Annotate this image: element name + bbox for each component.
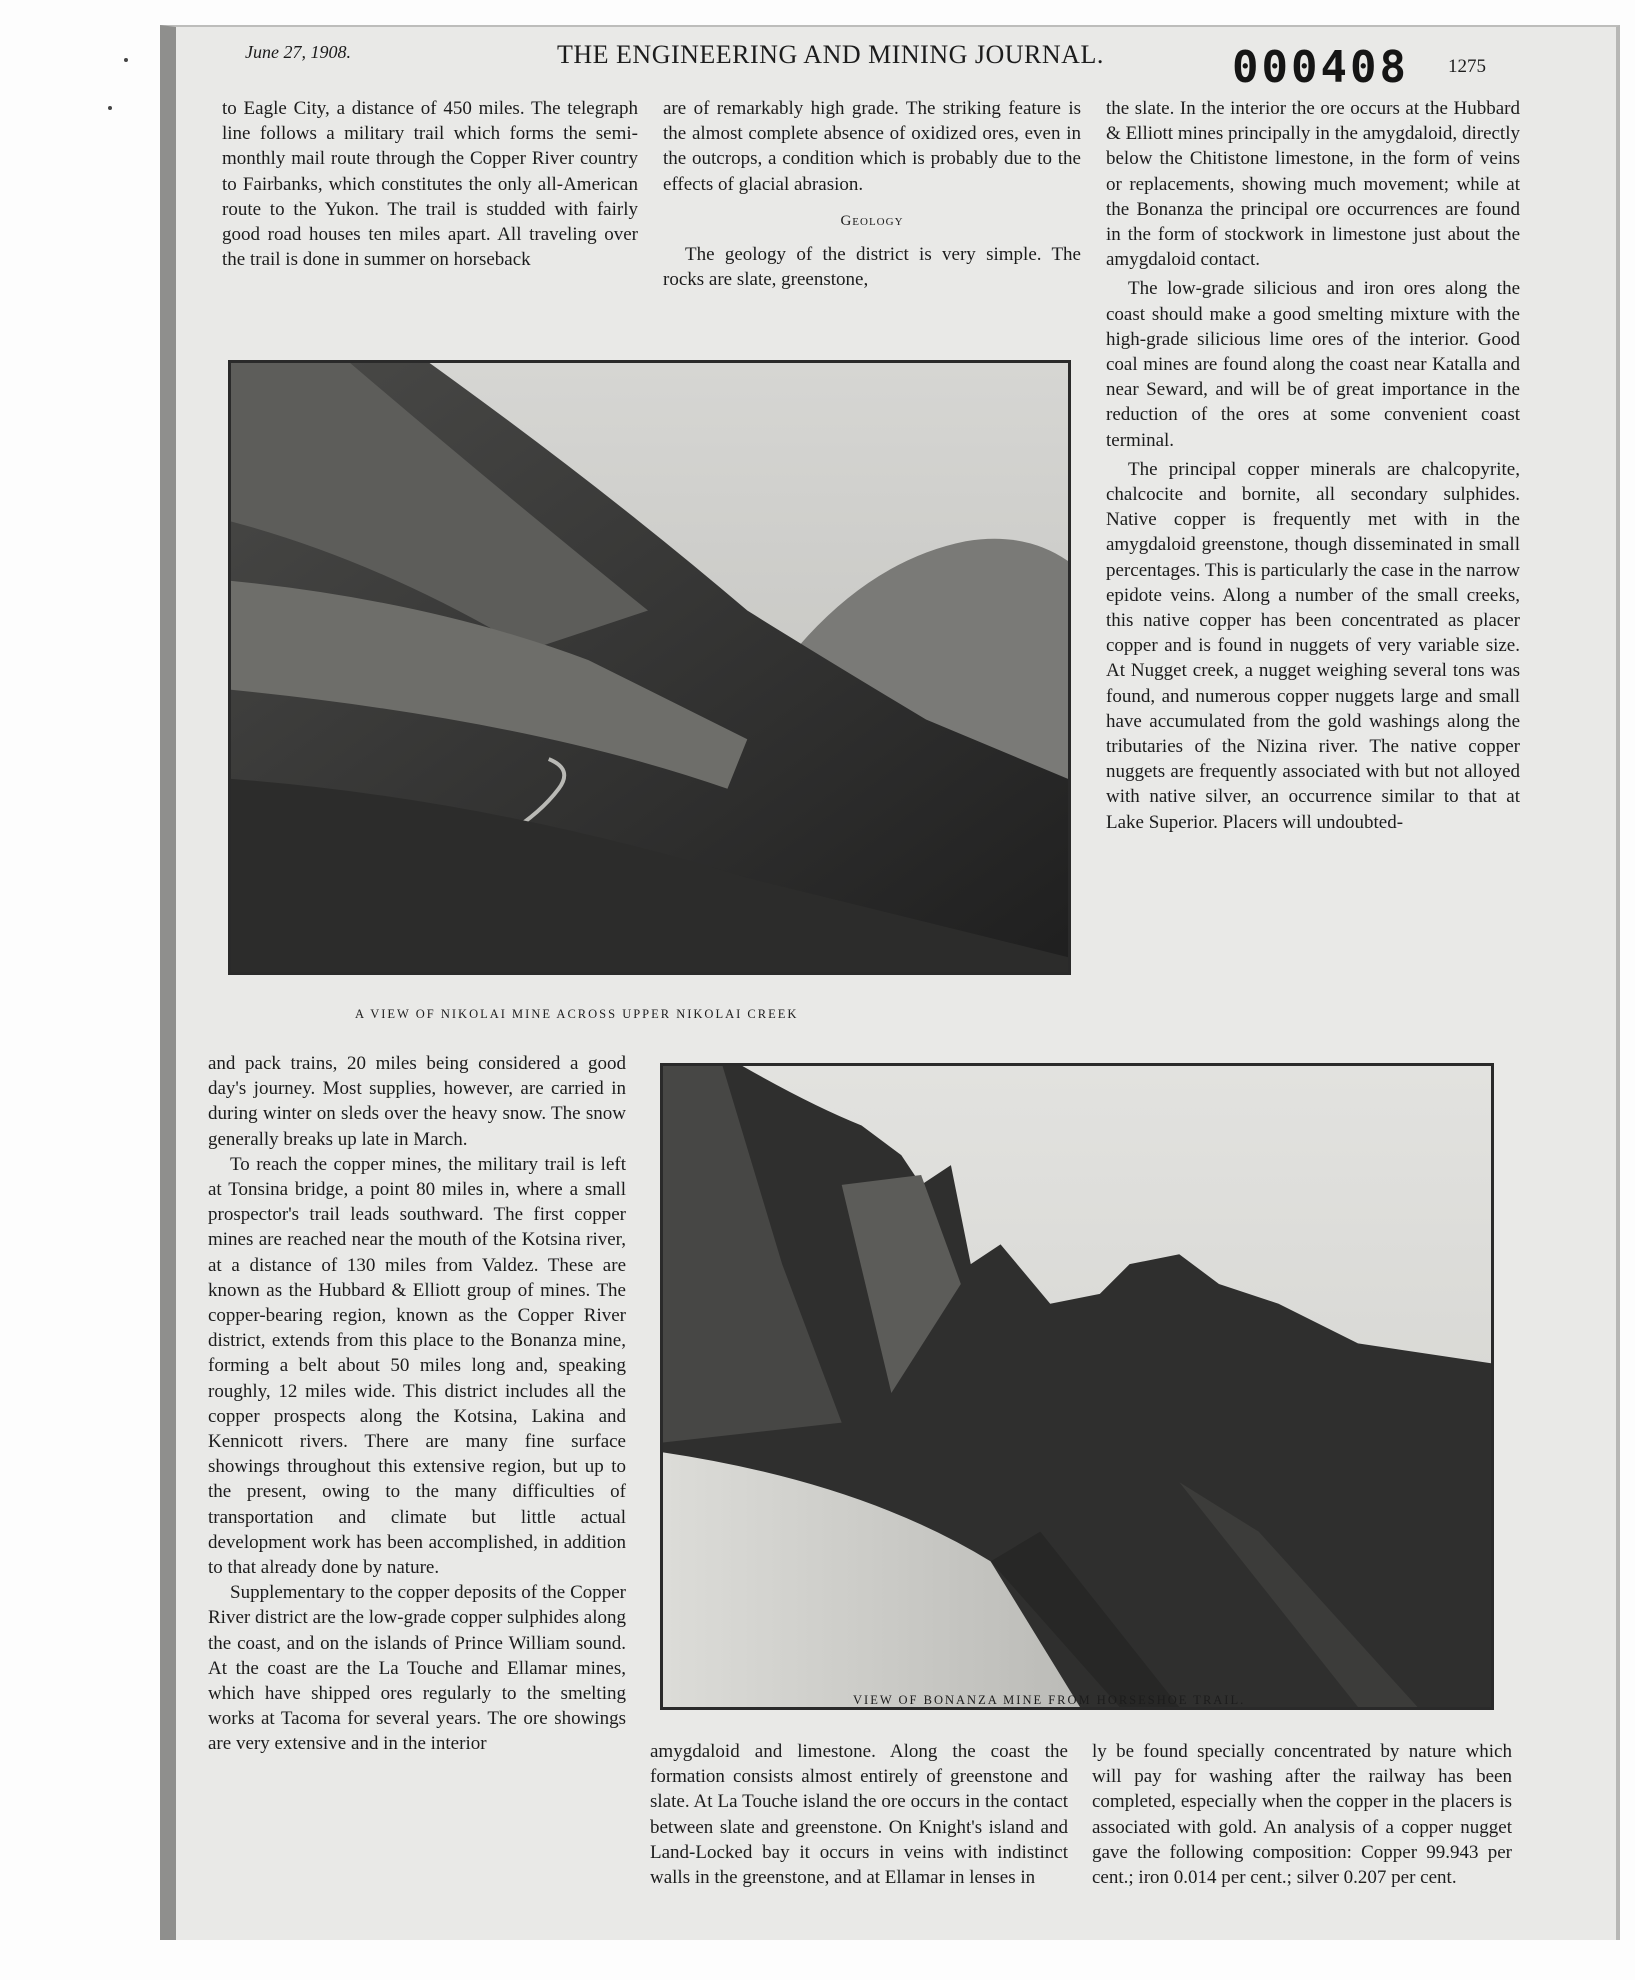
figure-caption: A VIEW OF NIKOLAI MINE ACROSS UPPER NIKOLAI CREEK bbox=[355, 1007, 799, 1021]
section-heading-geology: Geology bbox=[840, 212, 904, 229]
column-top-left bbox=[222, 96, 638, 272]
paragraph: The principal copper minerals are chalcopyrite, chalcocite and bornite, all secondary sulphides. Native copper is frequently met with in the amygdaloid greenstone, though disseminated in small percentages. This is particularly the case in the narrow epidote veins. Along a number of the small creeks, this native copper has been concentrated as placer copper and is found in nuggets of very variable size. At Nugget creek, a nugget weighing several tons was found, and numerous copper nuggets large and small have accumulated from the gold washings along the tributaries of the Nizina river. The native copper nuggets are frequently associated with but not alloyed with native silver, an occurrence similar to that at Lake Superior. Placers will undoubted- bbox=[1106, 458, 1520, 833]
paragraph: The geology of the district is very simple. The rocks are slate, greenstone, bbox=[663, 244, 1081, 291]
issue-date: June 27, 1908. bbox=[245, 42, 351, 62]
archive-stamp-number: 000408 bbox=[1232, 42, 1409, 93]
paragraph: amygdaloid and limestone. Along the coast the formation consists almost entirely of greenstone and slate. At La Touche island the ore occurs in the contact between slate and greenstone. On Knight's island and Land-Locked bay it occurs in veins with indistinct walls in the greenstone, and at Ellamar in lenses in bbox=[650, 1741, 1068, 1889]
journal-title: THE ENGINEERING AND MINING JOURNAL. bbox=[557, 40, 1104, 69]
column-lower-left bbox=[208, 1051, 626, 1757]
paragraph: to Eagle City, a distance of 450 miles. The telegraph line follows a military trail which forms the semi-monthly mail route through the Copper River country to Fairbanks, which constitutes the only all-American route to the Yukon. The trail is studded with fairly good road houses ten miles apart. All traveling over the trail is done in summer on horseback bbox=[222, 98, 638, 271]
paragraph: are of remarkably high grade. The striking feature is the almost complete absence of oxidized ores, even in the outcrops, a condition which is probably due to the effects of glacial abrasion. bbox=[663, 98, 1081, 195]
paragraph: Supplementary to the copper deposits of the Copper River district are the low-grade copper sulphides along the coast, and on the islands of Prince William sound. At the coast are the La Touche and Ellamar mines, which have shipped ores regularly to the smelting works at Tacoma for several years. The ore showings are very extensive and in the interior bbox=[208, 1582, 626, 1755]
column-bottom-right bbox=[1092, 1739, 1512, 1890]
column-top-right bbox=[1106, 96, 1520, 839]
column-top-middle bbox=[663, 96, 1081, 292]
figure-caption: VIEW OF BONANZA MINE FROM HORSESHOE TRAIL. bbox=[853, 1693, 1246, 1707]
page-number: 1275 bbox=[1448, 56, 1486, 77]
column-bottom-middle bbox=[650, 1739, 1068, 1890]
scan-speck bbox=[108, 106, 112, 110]
paragraph: the slate. In the interior the ore occurs at the Hubbard & Elliott mines principally in the amygdaloid, directly below the Chitistone limestone, in the form of veins or replacements, showing much movement; while at the Bonanza the principal ore occurrences are found in the form of stockwork in limestone just about the amygdaloid contact. bbox=[1106, 98, 1520, 271]
paragraph: To reach the copper mines, the military trail is left at Tonsina bridge, a point 80 miles in, where a small prospector's trail leads southward. The first copper mines are reached near the mouth of the Kotsina river, at a distance of 130 miles from Valdez. These are known as the Hubbard & Elliott group of mines. The copper-bearing region, known as the Copper River district, extends from this place to the Bonanza mine, forming a belt about 50 miles long and, speaking roughly, 12 miles wide. This district includes all the copper prospects along the Kotsina, Lakina and Kennicott rivers. There are many fine surface showings throughout this extensive region, but up to the present, owing to the many difficulties of transportation and climate but little actual development work has been accomplished, in addition to that already done by nature. bbox=[208, 1153, 626, 1579]
scan-speck bbox=[124, 58, 128, 62]
photo-bonanza-mine bbox=[660, 1063, 1494, 1710]
paragraph: ly be found specially concentrated by nature which will pay for washing after the railway has been completed, especially when the copper in the placers is associated with gold. An analysis of a copper nugget gave the following composition: Copper 99.943 per cent.; iron 0.014 per cent.; silver 0.207 per cent. bbox=[1092, 1741, 1512, 1889]
paragraph: and pack trains, 20 miles being considered a good day's journey. Most supplies, however, are carried in during winter on sleds over the heavy snow. The snow generally breaks up late in March. bbox=[208, 1053, 626, 1150]
photo-nikolai-mine bbox=[228, 360, 1071, 975]
paragraph: The low-grade silicious and iron ores along the coast should make a good smelting mixture with the high-grade silicious lime ores of the interior. Good coal mines are found along the coast near Katalla and near Seward, and will be of great importance in the reduction of the ores at some convenient coast terminal. bbox=[1106, 278, 1520, 451]
